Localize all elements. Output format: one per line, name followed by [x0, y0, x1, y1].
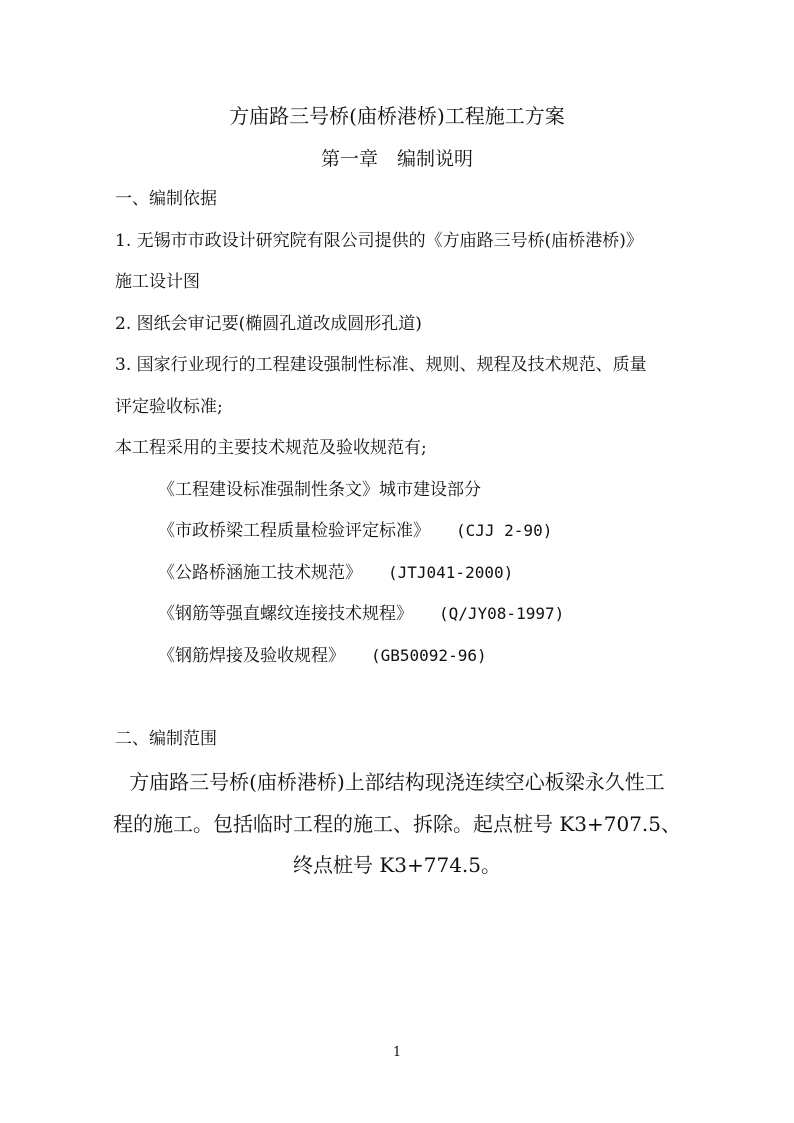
section-heading-scope: 二、编制范围 — [115, 729, 217, 749]
basis-item-2: 2. 图纸会审记要(椭圆孔道改成圆形孔道) — [115, 314, 422, 334]
basis-item-3: 3. 国家行业现行的工程建设强制性标准、规则、规程及技术规范、质量 — [115, 355, 647, 375]
standards-intro: 本工程采用的主要技术规范及验收规范有; — [115, 438, 427, 458]
standard-item — [158, 565, 513, 582]
scope-line-1: 方庙路三号桥(庙桥港桥)上部结构现浇连续空心板梁永久性工 — [129, 770, 665, 794]
basis-item-1: 1. 无锡市市政设计研究院有限公司提供的《方庙路三号桥(庙桥港桥)》 — [115, 231, 643, 251]
standard-name: 《钢筋等强直螺纹连接技术规程》 — [158, 604, 413, 624]
standard-code: (CJJ 2-90) — [456, 521, 553, 540]
chapter-heading: 第一章 编制说明 — [320, 148, 473, 170]
standard-item — [158, 606, 564, 623]
scope-line-2: 程的施工。包括临时工程的施工、拆除。起点桩号 K3+707.5、 — [112, 812, 682, 836]
standard-item — [158, 523, 552, 540]
standard-name: 《市政桥梁工程质量检验评定标准》 — [158, 521, 430, 541]
standard-name: 《钢筋焊接及验收规程》 — [158, 646, 345, 666]
document-title: 方庙路三号桥(庙桥港桥)工程施工方案 — [229, 104, 565, 128]
standard-code: (JTJ041-2000) — [388, 563, 514, 582]
standard-item — [158, 482, 481, 499]
standard-item — [158, 648, 487, 665]
section-heading-basis: 一、编制依据 — [115, 189, 217, 209]
standard-code: (Q/JY08-1997) — [439, 604, 565, 623]
basis-item-1-continued: 施工设计图 — [115, 272, 200, 292]
standard-name: 《公路桥涵施工技术规范》 — [158, 563, 362, 583]
scope-line-3: 终点桩号 K3+774.5。 — [292, 853, 502, 877]
basis-item-3-continued: 评定验收标准; — [115, 397, 223, 417]
page-number: 1 — [392, 1045, 402, 1060]
standard-name: 《工程建设标准强制性条文》城市建设部分 — [158, 480, 481, 500]
standard-code: (GB50092-96) — [371, 646, 487, 665]
